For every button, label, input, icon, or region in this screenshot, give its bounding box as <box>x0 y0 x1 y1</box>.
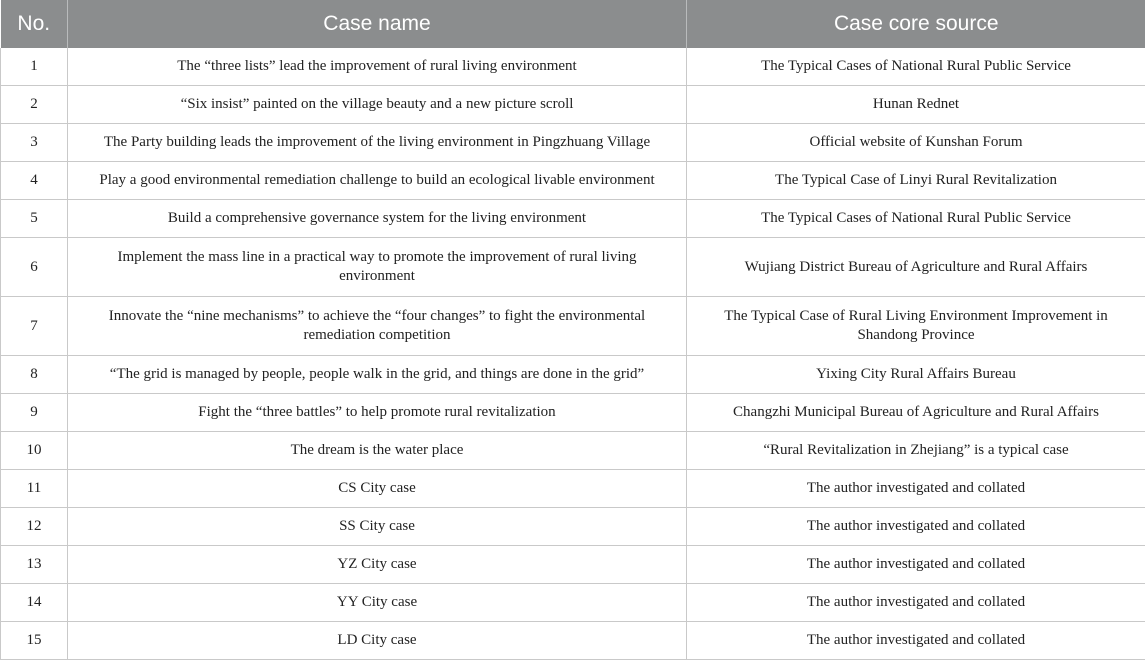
cell-case-name: “Six insist” painted on the village beauty and a new picture scroll <box>68 86 687 124</box>
cell-no: 14 <box>1 584 68 622</box>
cell-case-source: Official website of Kunshan Forum <box>687 124 1145 162</box>
table-row <box>1 508 1145 546</box>
cell-case-source: The author investigated and collated <box>687 546 1145 584</box>
table-row <box>1 48 1145 86</box>
header-case-name: Case name <box>68 0 687 48</box>
header-row <box>1 0 1145 48</box>
cell-case-name: SS City case <box>68 508 687 546</box>
table-body <box>1 48 1145 660</box>
cell-no: 4 <box>1 162 68 200</box>
cell-no: 1 <box>1 48 68 86</box>
cell-no: 15 <box>1 622 68 660</box>
cell-no: 7 <box>1 297 68 356</box>
table-row <box>1 238 1145 297</box>
cell-no: 9 <box>1 394 68 432</box>
cell-no: 6 <box>1 238 68 297</box>
table-row <box>1 200 1145 238</box>
table-row <box>1 622 1145 660</box>
cell-case-name: “The grid is managed by people, people walk in the grid, and things are done in the grid” <box>68 356 687 394</box>
cell-case-name: Innovate the “nine mechanisms” to achieve the “four changes” to fight the environmental remediation competition <box>68 297 687 356</box>
cell-case-source: The Typical Case of Rural Living Environment Improvement in Shandong Province <box>687 297 1145 356</box>
cell-case-name: LD City case <box>68 622 687 660</box>
table-row <box>1 124 1145 162</box>
cell-no: 5 <box>1 200 68 238</box>
cell-case-name: Fight the “three battles” to help promote rural revitalization <box>68 394 687 432</box>
cell-case-source: The author investigated and collated <box>687 622 1145 660</box>
cell-case-source: The author investigated and collated <box>687 584 1145 622</box>
cell-case-name: Implement the mass line in a practical way to promote the improvement of rural living environment <box>68 238 687 297</box>
cell-case-source: The author investigated and collated <box>687 508 1145 546</box>
cell-case-source: “Rural Revitalization in Zhejiang” is a typical case <box>687 432 1145 470</box>
cell-no: 8 <box>1 356 68 394</box>
cell-case-name: The Party building leads the improvement of the living environment in Pingzhuang Village <box>68 124 687 162</box>
header-case-source: Case core source <box>687 0 1145 48</box>
cell-case-source: Wujiang District Bureau of Agriculture and Rural Affairs <box>687 238 1145 297</box>
cell-case-name: Build a comprehensive governance system for the living environment <box>68 200 687 238</box>
cell-case-source: The author investigated and collated <box>687 470 1145 508</box>
cell-case-name: Play a good environmental remediation challenge to build an ecological livable environment <box>68 162 687 200</box>
table-row <box>1 432 1145 470</box>
cell-case-source: Hunan Rednet <box>687 86 1145 124</box>
cell-no: 11 <box>1 470 68 508</box>
cell-case-source: Changzhi Municipal Bureau of Agriculture and Rural Affairs <box>687 394 1145 432</box>
cell-case-name: YZ City case <box>68 546 687 584</box>
table-row <box>1 394 1145 432</box>
table-row <box>1 356 1145 394</box>
cell-no: 13 <box>1 546 68 584</box>
cell-no: 10 <box>1 432 68 470</box>
cell-no: 2 <box>1 86 68 124</box>
cell-case-source: The Typical Case of Linyi Rural Revitalization <box>687 162 1145 200</box>
table-row <box>1 297 1145 356</box>
table-row <box>1 584 1145 622</box>
cell-case-name: YY City case <box>68 584 687 622</box>
cell-no: 3 <box>1 124 68 162</box>
table-row <box>1 162 1145 200</box>
header-no: No. <box>1 0 68 48</box>
cell-case-name: The “three lists” lead the improvement of rural living environment <box>68 48 687 86</box>
table-row <box>1 546 1145 584</box>
cell-case-name: CS City case <box>68 470 687 508</box>
table-header <box>1 0 1145 48</box>
table-row <box>1 470 1145 508</box>
cell-case-name: The dream is the water place <box>68 432 687 470</box>
cell-case-source: Yixing City Rural Affairs Bureau <box>687 356 1145 394</box>
cell-case-source: The Typical Cases of National Rural Public Service <box>687 200 1145 238</box>
cell-case-source: The Typical Cases of National Rural Public Service <box>687 48 1145 86</box>
cell-no: 12 <box>1 508 68 546</box>
table-row <box>1 86 1145 124</box>
